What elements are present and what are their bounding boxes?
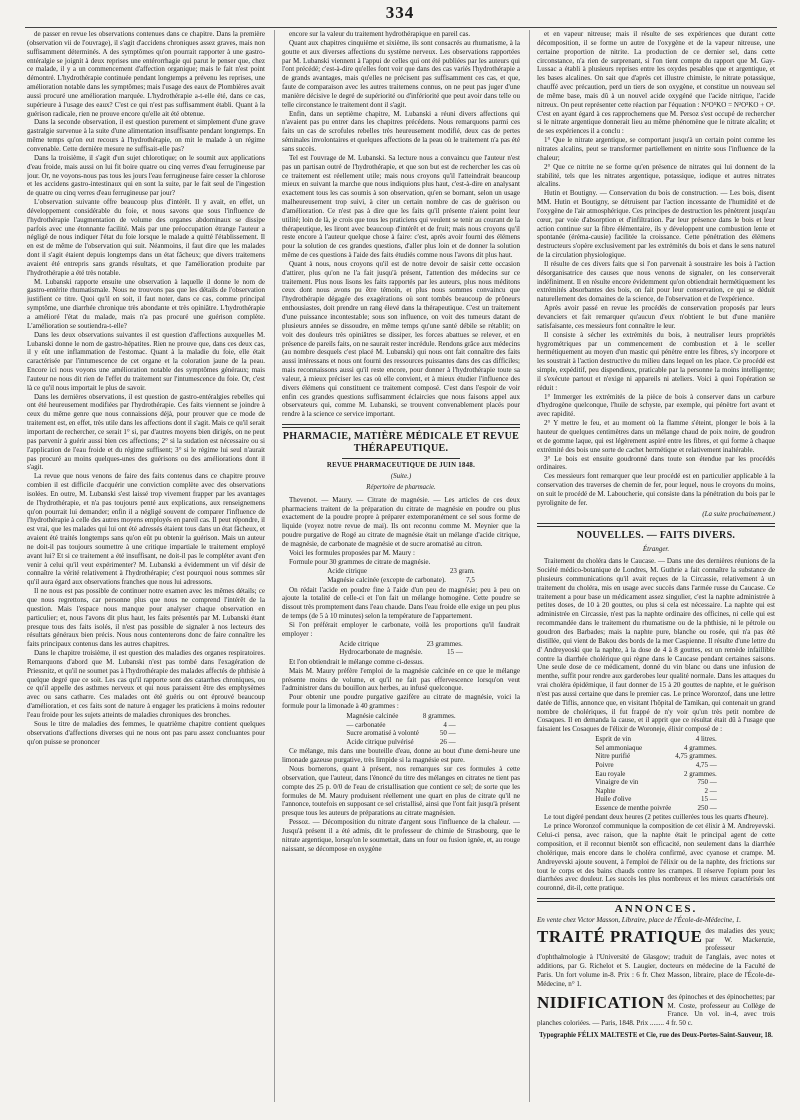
recipe-row — [344, 738, 457, 747]
paragraph: Mais M. Maury préfère l'emploi de la magnésie calcinée en ce que le mélange présente moins de volume, et qu'il ne fait pas effervescence lorsqu'on veut l'administrer dans du bouillon aux herbes, au infusé quelconque. — [282, 666, 520, 693]
section-title: PHARMACIE, MATIÈRE MÉDICALE ET REVUE THÉRAPEUTIQUE. — [282, 431, 520, 455]
paragraph: Il consiste à sécher les extrémités du bois, à neutraliser leurs propriétés hygrométriques par un commencement de combustion et à le sceller hermétiquement au moyen d'un mastic qui pénètre entre les fibres, s'y incorpore et les soustrait à l'action destructive du milieu dans lequel on les place. Ce procédé est simple, expéditif, peu dispendieux, praticable par la personne la moins intelligente; il s'exécute partout et n'exige ni appareils ni ateliers. Voici à quoi l'opération se réduit : — [537, 330, 775, 392]
paragraph: Et l'on obtiendrait le mélange comme ci-dessus. — [289, 657, 424, 666]
recipe-row — [344, 721, 457, 730]
paragraph: 3° Le bois est ensuite goudronné dans toute son étendue par les procédés ordinaires. — [537, 454, 775, 472]
column3-body — [537, 30, 775, 508]
recipe-table-3 — [344, 712, 457, 746]
column-divider-2 — [529, 30, 530, 1102]
paragraph: Sous le titre de maladies des femmes, le quatrième chapitre contient quelques observations d'affections diverses qui ne nous ont pas paru assez concluantes pour qu'on puisse se prononcer — [27, 719, 265, 746]
paragraph: Pour obtenir une poudre purgative gazifère au citrate de magnésie, voici la formule pour la limonade à 40 grammes : — [282, 693, 520, 711]
ingredient-amount: 2 grammes. — [684, 769, 717, 778]
recipe-row — [593, 744, 718, 753]
ingredient-amount: 250 — — [697, 803, 717, 812]
ingredient-name: Magnésie calcinée — [346, 711, 399, 720]
recipe-row — [344, 712, 457, 721]
ads-intro: En vente chez Victor Masson, Libraire, place de l'École-de-Médecine, 1. — [537, 915, 742, 924]
column-2 — [282, 30, 520, 1102]
recipe-row — [593, 752, 718, 761]
ingredient-amount: 4,75 — — [695, 760, 717, 769]
recipe-row — [593, 804, 718, 813]
recipe-row — [337, 648, 465, 657]
ingredient-amount: 4,75 grammes. — [675, 752, 717, 761]
paragraph: 1° Que le nitrate argentique, se comportant jusqu'à un certain point comme les nitrates alcalins, peut se transformer partiellement en nitrite sous l'influence de la chaleur; — [537, 136, 775, 162]
recipe-row — [593, 795, 718, 804]
ad-traite-heading: TRAITÉ PRATIQUE — [537, 926, 703, 946]
news-text-1 — [537, 557, 775, 734]
paragraph: On rédait l'acide en poudre fine à l'aide d'un peu de magnésie; peu à peu on ajoute la totalité de celle-ci et l'on fait un mélange homogène. Cette poudre se dissout très promptement dans l'eau chaude. Dans l'eau froide elle exige un peu plus de temps (de 5 à 10 minutes) selon la température de l'appartement. — [282, 585, 520, 621]
paragraph: Hutin et Boutigny. — Conservation du bois de construction. — Les bois, disent MM. Hutin et Boutigny, se détruisent par l'action incessante de l'humidité et de l'oxygène de l'air atmosphérique. Ces principes de destruction les pénètrent jusqu'au cœur, par voie d'absorption et d'infiltration. Par leur présence dans le bois et leur action continue sur la fibre élémentaire, ils y développent une combustion lente et spontanée (éréma-causie) facilitée la croissance. Cette pénétration des élémens destructeurs s'opère exclusivement par les extrémités du bois et dans le sens naturel de la circulation physiologique. — [537, 189, 775, 260]
paragraph: Ces messieurs font remarquer que leur procédé est en particulier applicable à la conservation des traverses de chemin de fer, pour lequel, nous le croyons du moins, on suit le procédé de M. Laboucherie, qui consiste dans la pénétration du bois par le pyrolignite de fer. — [537, 472, 775, 507]
ingredient-name: Naphte — [595, 786, 616, 795]
column-1 — [27, 30, 265, 1102]
header-rule — [25, 27, 777, 28]
ad-nidification-heading: NIDIFICATION — [537, 992, 665, 1012]
ingredient-name: Sucre aromatisé à volonté — [346, 729, 419, 738]
paragraph: Dans la troisième, il s'agit d'un sujet chlorotique; on le soumit aux applications d'eau froide, mais aussi on lui fit boire quatre ou cinq verres d'eau ferrugineuse par jour. Or, ne voyons-nous pas tous les jours l'eau ferrugineuse faire cesser la chlorose et les accidens gastro-intestinaux qui en sont la suite, par le fait seul de l'ingestion de quatre ou cinq verres d'eau ferrugineuse par jour? — [27, 153, 265, 198]
recipe-row — [593, 770, 718, 779]
paragraph: Formule pour 30 grammes de citrate de magnésie. — [289, 557, 431, 566]
paragraph: Voici les formules proposées par M. Maury : — [289, 548, 415, 557]
paragraph: Thevenot. — Maury. — Citrate de magnésie. — Les articles de ces deux pharmaciens traitent de la préparation du citrate de magnésie en poudre ou plus exactement de la poudre propre à préparer extemporanément ce sel sous forme de liquide (voyez notre revue de mai). Ils ont reconnu comme M. Meynier que la poudre purgative de Rogé au citrate de magnésie était un mélange d'acide citrique, de magnésie, de carbonate de magnésie et de sucre aromatisé au citron. — [282, 495, 520, 548]
ingredient-name: Acide citrique — [327, 567, 368, 576]
pharmacy-text-1 — [282, 496, 520, 567]
column-3 — [537, 30, 775, 1102]
pharmacy-text-4 — [282, 747, 520, 853]
paragraph: 2° Y mettre le feu, et au moment où la flamme s'éteint, plonger le bois à la hauteur de quelques centimètres dans un mélange chaud de poix noire, de goudron et de gomme laque, qui est légèrement aspiré entre les fibres, et qui forme à chaque extrémité des bois une sorte de cachet hermétique et relativement inaltérable. — [537, 419, 775, 454]
ingredient-name: Vinaigre de vin — [595, 778, 639, 787]
pharmacy-text-2 — [282, 586, 520, 639]
page-number: 334 — [385, 3, 415, 22]
paragraph: Le tout digéré pendant deux heures (2 petites cuillerées tous les quarts d'heure). — [544, 813, 769, 822]
section-rule — [282, 424, 520, 428]
ads-rule — [537, 898, 775, 902]
paragraph: Nous bornerons, quant à présent, nos remarques sur ces formules à cette observation, que l'auteur, dans l'énoncé du titre des mélanges en citrates ne tient pas compte des 25 p. 0/0 de l'eau de cristallisation que contient ce sel; de sorte que les formules de M. Maury produisent réellement une quart en plus de citrate qu'il ne l'annonce, toutefois en supposant ce sel cristallisé, ainsi que l'ont fait jusqu'à présent presque tous les auteurs de préparations au citrate magnésien. — [282, 764, 520, 818]
news-text-2 — [537, 813, 775, 893]
paragraph: Ce mélange, mis dans une bouteille d'eau, donne au bout d'une demi-heure une limonade gazeuse purgative, très limpide si la magnésie est pure. — [282, 747, 520, 765]
elixir-recipe-table — [593, 735, 718, 812]
ad-traite-pratique — [537, 927, 775, 989]
ingredient-amount: 26 — — [439, 737, 456, 746]
ingredient-amount: 23 gram. — [449, 567, 475, 576]
ingredient-amount: 750 — — [697, 778, 717, 787]
ingredient-name: Esprit de vin — [595, 735, 632, 744]
paragraph: Quant à nous, nous croyons qu'il est de notre devoir de saisir cette occasion d'attirer, plus qu'on ne l'a fait jusqu'à présent, l'attention des médecins sur ce traitement. Plus nous lisons les faits rapportés par les auteurs, plus nous méditons ceux dont nous avons pu être témoin, et plus nous sommes convaincu que l'hydrothérapie dégagée des exagérations où sont tombés beaucoup de prôneurs enthousiastes, doit prendre un rang élevé dans la thérapeutique. C'est un traitement d'une puissance incontestable; sous son influence, on voit des tumeurs datant de plusieurs années se dissoudre, en même temps qu'une santé débile se rétablit; on voit des douleurs très opiniâtres se dissiper, les forces abattues se relever, et en présence de pareils faits, on ne saurait rester incrédule. Rendons grâce aux médecins (au nombre desquels c'est placé M. Lubanski) qui nous ont fait connaître des faits aussi intéressans et nous ont fourni des ressources puissantes dans des cas difficiles; mais reconnaissons aussi qu'il reste encore, pour donner à l'hydrothérapie toute sa valeur, à mieux préciser les cas où elle convient, et à mieux étudier l'influence des divers élémens qui constituent ce traitement composé. C'est dans l'espoir de voir enfin ces grandes questions suffisamment éclaircies que nous faisons appel aux observateurs qui, comme M. Lubanski, se trouvent convenablement placés pour rendre à la science ce service important. — [282, 259, 520, 419]
ads-title: ANNONCES. — [614, 903, 698, 916]
ingredient-amount: 15 — — [700, 795, 717, 804]
ingredient-name: Essence de menthe poivrée — [595, 803, 672, 812]
recipe-row — [593, 778, 718, 787]
ingredient-name: Acide citrique — [339, 639, 380, 648]
paragraph: M. Lubanski rapporte ensuite une observation à laquelle il donne le nom de gastro-entérite rhumatismale. Nous ne trouvons pas que les détails de l'observation justifient ce titre. Quoi qu'il en soit, il faut noter, dans ce cas, comme principal symptôme, une diarrhée chronique très abondante et très opiniâtre. L'hydrothérapie a amélioré l'état du malade, mais n'a pas procuré une guérison complète. L'amélioration se soutiendra-t-elle? — [27, 277, 265, 330]
paragraph: La revue que nous venons de faire des faits contenus dans ce chapitre prouve combien il est difficile d'acquérir une conviction complète avec des observations isolées. En outre, M. Lubanski s'est laissé trop vivement frapper par les avantages de l'hydrothérapie, et n'a pas toujours penté aux explications, aux renseignemens qu'on pourrait lui demander; enfin il a négligé souvent de comparer l'influence de l'hydrothérapie à celle des autres moyens employés en pareil cas. Il peut répondre, il est vrai, que les malades qui lui ont été adressés étaient tous dans un état fâcheux, et avaient été traités longtemps sans qu'on eût pu obtenir la guérison. Mais un auteur ne doit-il pas toujours soumettre à une critique impartiale le traitement employé avant lui? Et si ce traitement a été insuffisant, ne doit-il pas le compléter avant d'en venir à celui qu'il veut expérimenter? M. Lubanski a évidemment un vif désir de connaître la vérité relativement à l'hydrothérapie; c'est pourquoi nous sommes sûr qu'il aura égard aux observations franches que nous lui adressons. — [27, 472, 265, 587]
ingredient-amount: 4 litres. — [695, 735, 717, 744]
ingredient-name: Poivre — [595, 760, 614, 769]
ingredient-name: Hydrocarbonate de magnésie. — [339, 648, 423, 657]
paragraph: Traitement du choléra dans le Caucase. — Dans une des dernières réunions de la Société médico-botanique de Londres, M. Guthrie a fait connaître la substance de plusieurs communications qu'il avait reçues de la Circassie, relativement à un traitement du choléra, mis en usage avec succès dans l'armée russe du Caucase. Ce traitement a pour base un médicament assez singulier, c'est la naphte administrée à petites doses, de 10 à 20 gouttes, ou plus si cela est nécessaire. La naphte qui est administrée en Circassie, n'est pas la naphte ordinaire des officines, ni celle qui est recommandée dans le traitement du rhumatisme ou de la phthisie, ni le pétrole ou goudron des Barbades; mais la naphte pure, blanche ou rosée, qui n'a pas été distillée, qui vient de Bakou des bords de la mer Caspienne. Il résulte d'une lettre du d' Andreyeoski que la naphte, à la dose de 4 à 8 gouttes, est un remède infaillible contre la diarrhée cholérique qui règne dans le Caucase pendant certaines saisons. Une seule dose de ce médicament, donné du vin blanc ou dans une infusion de menthe, suffit pour rendre aux garderobes leur qualité normale. Dans les attaques du vrai choléra épidémique, il faut donner de 15 à 20 gouttes de naphte, et le guérison n'est pas aussi certaine que dans le premier cas. Le prince Woronzof, dans une lettre datée de Tiflis, annonce que, en visitant l'hôpital de Tamikan, qui contenait un grand nombre de cholériques, il fut frappé de n'y voir qu'un très petit nombre de Cosaques. Il en demanda la cause, et il apprit que ce résultat était dû à l'usage que faisaient les Cosaques de l'élixir de Woroneje, élixir composé de : — [537, 557, 775, 734]
ingredient-amount: 4 grammes. — [684, 743, 717, 752]
paragraph: Dans les deux observations suivantes il est question d'affections auxquelles M. Lubanski donne le nom de gastro-hépatites. Rien ne prouve que, dans ces deux cas, il y eût une inflammation de l'estomac. Quant à la maladie du foie, elle était caractérisée par l'intumescence de cet organe et la coloration jaune de la peau. Encore ici nous voyons une amélioration notable des symptômes généraux; mais l'auteur ne nous dit rien de l'effet du traitement sur l'intumescence du foie. Or, c'est là ce qu'il nous importait le plus de savoir. — [27, 330, 265, 392]
repertoire-title: Répertoire de pharmacie. — [366, 483, 436, 491]
paragraph: 1° Immerger les extrémités de la pièce de bois à conserver dans un carbure d'hydrogène quelconque, l'huile de schyste, par exemple, qui pénètre fort avant et avec rapidité. — [537, 392, 775, 419]
paragraph: Quant aux chapitres cinquième et sixième, ils sont consacrés au rhumatisme, à la goutte et aux diverses affections du système nerveux. Les observations rapportées par M. Lubanski viennent à l'appui de celles qui ont été publiées par les auteurs qui l'ont précédé; c'est-à-dire qu'elles font voir que dans des cas variés l'hydrothérapie a de grands avantages, mais qu'elles ne précisent pas suffisamment ces cas, et que, faute de comparaison avec les autres traitemens connus, on ne peut pas juger d'une manière décisive le degré de supériorité ou d'infériorité que peut avoir dans telle ou telle circonstance le traitement dont il s'agit. — [282, 38, 520, 109]
paragraph: Dans la seconde observation, il est question purement et simplement d'une grave gastralgie survenue à la suite d'une alimentation insuffisante pendant longtemps. En même temps qu'on eut recours à l'hydrothérapie, on mit le malade à un régime convenable. Cette dernière mesure ne suffisait-elle pas? — [27, 118, 265, 153]
news-rule — [537, 523, 775, 527]
ingredient-name: Eau royale — [595, 769, 626, 778]
ingredient-amount: 23 grammes. — [426, 639, 463, 648]
revue-suite: (Suite.) — [390, 471, 412, 480]
news-subtitle: Étranger. — [642, 545, 670, 554]
ingredient-name: Magnésie calcinée (excepte de carbonate). — [327, 576, 446, 584]
paragraph: et en vapeur nitreuse; mais il résulte de ses expériences que durant cette décomposition, il se forme un autre de l'oxygène et de la vapeur nitreuse, une certaine proportion de nitrite. La production de ce dernier sel, dans cette circonstance, n'a rien de surprenant, si l'on tient compte du rapport que M. Gay-Lussac a établi à plusieurs reprises entre les oxydes pesables que et argentique, et les bases alcalines. On sait que d'après cet illustre chimiste, le nitrate potassique, chauffé avec précaution, perd un tiers de son oxygène, et constitue un nouveau sel de même base, mais dû à un nouvel acide oxygéné que l'acide nitrique, l'acide nitreux. On peut représenter cette réaction par l'équation : N²O⁵KO = N²O³KO + O². C'est en ayant égard à ces rapprochemens que M. Persoz s'est occupé de rechercher si le nitrate argentique donnerait lieu au même phénomène que le nitrate alcalin; et de ses expériences il a conclu : — [537, 30, 775, 136]
paragraph: 2° Que ce nitrite ne se forme qu'en présence de nitrates qui lui donnent de la stabilité, tels que les nitrates argentique, potassique, iodique et autres nitrates alcalins. — [537, 162, 775, 189]
paragraph: Pessoz. — Décomposition du nitrate d'argent sous l'influence de la chaleur. — Jusqu'à présent il a été admis, dit le professeur de chimie de Strasbourg, que le nitrate argentique, lorsqu'on le soumettait, dans un four ou fusion ignée, et, au rouge naissant, se décompose en oxygène — [282, 818, 520, 853]
ad-nidification — [537, 993, 775, 1028]
recipe-row — [325, 567, 477, 576]
ingredient-amount: 8 grammes. — [422, 711, 456, 720]
recipe-row — [325, 576, 477, 585]
recipe-table-1 — [325, 567, 477, 584]
ad-traite-text: des maladies des yeux; par W. Mackenzie, professeur d'ophthalmologie à l'Université de Glasgow; traduit de l'anglais, avec notes et additions, par G. Richelot et S. Laugier, docteurs en médecine de la Faculté de Paris. Un fort volume in-8. Prix : 6 fr. Chez Masson, libraire, place de l'École-de-Médecine, n° 1. — [537, 926, 775, 988]
ingredient-name: Nitre purifié — [595, 752, 631, 761]
column2-body — [282, 30, 520, 419]
ingredient-name: Sel ammoniaque — [595, 743, 643, 752]
recipe-row — [344, 729, 457, 738]
paragraph: Enfin, dans un septième chapitre, M. Lubanski a réuni divers affections qui n'avaient pas pu entrer dans les chapitres précédens. Nous remarquons parmi ces faits un cas de scrofules rebelles très heureusement modifié, deux cas de pertes séminales involontaires et quelques affections de la peau où le traitement n'a pas été sans succès. — [282, 109, 520, 153]
paragraph: L'observation suivante offre beaucoup plus d'intérêt. Il y avait, en effet, un développement considérable du foie, et nous savons que sous l'influence de l'hydrothérapie l'augmentation de volume des organes abdominaux se dissipe parfois avec une étonnante facilité. Mais par une préoccupation étrange l'auteur a négligé de nous indiquer l'état du foie lorsque le malade a quitté l'établissement. Il en est de même de l'observation qui suit. Néanmoins, il faut dire que les malades dont il s'agit étaient depuis longtemps dans un état fâcheux; que divers traitemens avaient été entrepris sans grands résultats, et que l'amélioration produite par l'hydrothérapie a été très notable. — [27, 198, 265, 277]
paragraph: Après avoir passé en revue les procédés de conservation proposés par leurs devanciers et fait remarquer qu'aucun d'eux n'obtient le but d'une manière satisfaisante, ces messieurs font connaître le leur. — [537, 304, 775, 330]
paragraph: Il ne nous est pas possible de continuer notre examen avec les mêmes détails; ce que nous regrettons, car personne plus que nous ne comprend l'intérêt de la question. Mais l'espace nous manque pour analyser chaque observation en particulier; et, nous l'avons dit plus haut, les faits présentés par M. Lubanski étant presque tous des faits isolés, il n'est pas possible de signaler à nos lecteurs des résultats généraux bien précis. Nous nous contenterons donc de faire connaître les faits principaux contenus dans les autres chapitres. — [27, 587, 265, 649]
ingredient-amount: 2 — — [704, 786, 717, 795]
column1-body — [27, 30, 265, 746]
ingredient-amount: 50 — — [439, 729, 456, 738]
ingredient-amount: 4 — — [443, 720, 456, 729]
ingredient-name: Acide citrique pulvérisé — [346, 737, 414, 746]
news-title: NOUVELLES. — FAITS DIVERS. — [576, 530, 736, 542]
paragraph: Il résulte de ces divers faits que si l'on parvenait à soustraire les bois à l'action désorganisatrice des causes que nous venons de signaler, on les conserverait indéfiniment. Il en résulte encore évidemment qu'on obtiendrait hermétiquement les extrémités absorbantes des bois, on fait pour leur conservation, ce qui se déduit naturellement des domaines de la science, de l'observation et de l'expérience. — [537, 259, 775, 304]
paragraph: encore sur la valeur du traitement hydrothérapique en pareil cas. — [289, 30, 471, 38]
paragraph: Dans le chapitre troisième, il est question des maladies des organes respiratoires. Remarquons d'abord que M. Lubanski n'est pas tombé dans l'exagération de Priessnitz, et qu'il ne soumet pas à l'hydrothérapie des malades affectés de phthisie à quelque degré que ce soit. Les cas qu'il rapporte sont des catarrhes chroniques, ou ce qu'il appelle des asthmes nerveux et qui nous paraissent être des emphysèmes avec ou sans catharre. Ces malades ont été guéris ou ont éprouvé beaucoup d'amélioration, et ces faits sont de nature à engager les praticiens à moins redouter l'eau froide pour les sujets atteints de maladies chroniques des bronches. — [27, 649, 265, 719]
recipe-table-2 — [337, 640, 465, 657]
revue-title: REVUE PHARMACEUTIQUE DE JUIN 1848. — [326, 462, 476, 470]
suite-note: (La suite prochainement.) — [702, 509, 775, 518]
paragraph: Si l'on préférait employer le carbonate, voilà les proportions qu'il faudrait employer : — [282, 620, 520, 638]
paragraph: Tel est l'ouvrage de M. Lubanski. Sa lecture nous a convaincu que l'auteur n'est pas un partisan outré de l'hydrothérapie, et que son but est de rechercher les cas où ce traitement est réellement utile; mais nous croyons qu'il l'atteindrait beaucoup mieux en suivant la marche que nous indiquions plus haut, c'est-à-dire en analysant exactement tous les cas soumis à son observation, qu'en se bornant, selon un usage malheureusement trop suivi, à citer un certain nombre de cas de guérison ou d'amélioration. Ce n'est pas à dire que les faits qu'il présente n'aient point leur utilité; loin de là, je crois que tous les praticiens qui veulent se tenir au courant de la thérapeutique, les liront avec beaucoup d'intérêt et de fruit; mais nous croyons qu'il reste encore à l'auteur quelque chose à faire: c'est, après avoir fourni des élémens pour la solution de ces grandes questions, d'aller plus loin et de donner la solution même de ces questions à l'aide des faits étudiés comme nous l'avons dit plus haut. — [282, 153, 520, 260]
ingredient-amount: 15 — — [447, 648, 463, 657]
recipe-row — [593, 787, 718, 796]
recipe-row — [337, 640, 465, 649]
column-divider-1 — [274, 30, 275, 1102]
printer-imprint: Typographie FÉLIX MALTESTE et Cie, rue des Deux-Portes-Saint-Sauveur, 18. — [539, 1032, 773, 1040]
pharmacy-text-3 — [282, 658, 520, 711]
paragraph: Dans les dernières observations, il est question de gastro-entéralgies rebelles qui ont été heureusement modifiées par l'hydrothérapie. Ces faits viennent se joindre à ceux du même genre que nous connaissions déjà, pour prouver que ce mode de traitement est, en effet, très utile dans les affections dont il s'agit. Mais ce qu'il serait important de rechercher, ce serait 1° si, par d'autres moyens bien dirigés, on ne peut pas parvenir à guérir aussi bien ces affections; 2° si la sudation est nécessaire ou si l'application de l'eau froide et du régime suffisent; 3° si le régime lui seul n'aurait pas procuré au moins quelques-unes des guérisons ou des améliorations dont il s'agit. — [27, 392, 265, 472]
recipe-row — [593, 761, 718, 770]
ingredient-name: Huile d'olive — [595, 795, 632, 804]
ingredient-amount: 7,5 — [466, 576, 475, 584]
recipe-row — [593, 735, 718, 744]
ad-nidification-text: des épinoches et des épinochettes; par M. Coste, professeur au Collège de France. Un vol. in-4, avec trois planches coloriées. — Paris, 1848. Prix ........ 4 fr. 50 c. — [537, 992, 775, 1028]
paragraph: de passer en revue les observations contenues dans ce chapitre. Dans la première (observation vii de l'ouvrage), il s'agit d'accidens chroniques assez graves, mais non suffisamment déterminés. A des symptômes qu'on pourrait rapporter à une gastro-entéralgie se joignit à deux reprises une entérorrhagie qui parut le penser que, chez ce malade, il y a un commencement d'affection organique; mais le fait n'est point démontré. L'hydrothérapie continuée pendant longtemps a prévenu les reprises, une amélioration notable dans les symptômes; mais l'usage des eaux de Plombières avait aussi procuré une amélioration marquée. L'hydrothérapie a-t-elle été, dans ce cas, supérieure à l'usage des eaux? C'est ce qui n'est pas suffisamment établi. Quant à la guérison radicale, rien ne prouve encore qu'elle ait été obtenue. — [27, 30, 265, 118]
section-subrule — [342, 458, 460, 459]
paragraph: Le prince Woronzof communique la composition de cet élixir à M. Andreyevski. Celui-ci pensa, avec raison, que la naphte était le principal agent de cette composition, et il reconnut bientôt son efficacité, non seulement dans la diarrhée cholérique, mais encore dans le choléra confirmé, avec cyanose et crampe. M. Andreyevski ajoute souvent, à l'emploi de l'élixir ou de la naphte, des frictions sur tout le corps et des bains chauds contre les crampes. Il réserve l'opium pour les diarrhées avec douleur. Les succès les plus nombreux et les mieux caractérisés ont couronné, dit-il, cette pratique. — [537, 822, 775, 893]
ingredient-name: — carbonatée — [346, 720, 386, 729]
